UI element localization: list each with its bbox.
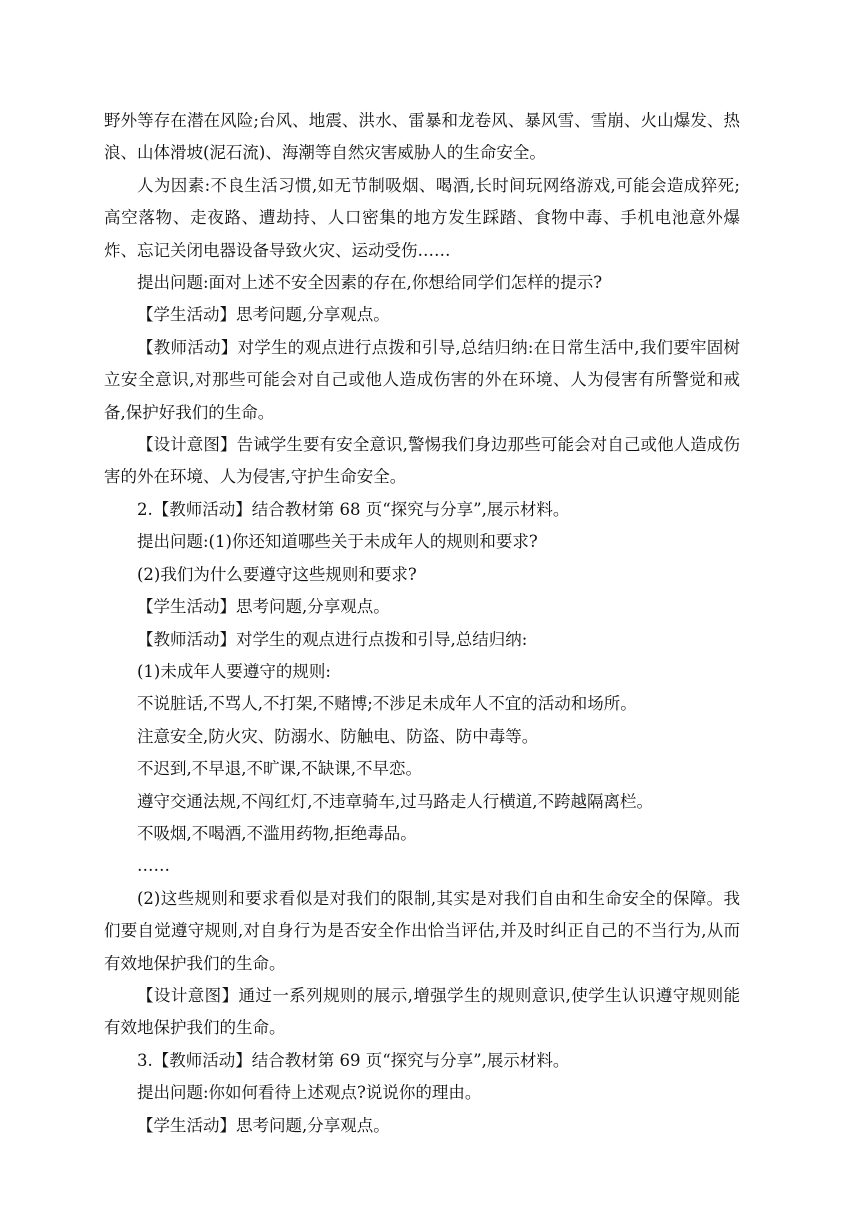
paragraph-question-1: 提出问题:面对上述不安全因素的存在,你想给同学们怎样的提示?	[137, 273, 603, 293]
paragraph-design-intent-1: 【设计意图】告诫学生要有安全意识,警惕我们身边那些可能会对自己或他人造成伤害的外在环境、人为侵害,守护生命安全。	[104, 435, 740, 487]
paragraph-teacher-summary-2: 【教师活动】对学生的观点进行点拨和引导,总结归纳:	[137, 629, 528, 649]
rule-item-ellipsis: ……	[137, 856, 170, 876]
document-body	[104, 105, 740, 1142]
paragraph-rules-heading: (1)未成年人要遵守的规则:	[137, 661, 331, 681]
paragraph-teacher-activity-1: 【教师活动】对学生的观点进行点拨和引导,总结归纳:在日常生活中,我们要牢固树立安全意识,对那些可能会对自己或他人造成伤害的外在环境、人为侵害有所警觉和戒备,保护好我们的生命。	[104, 337, 740, 422]
paragraph-design-intent-2: 【设计意图】通过一系列规则的展示,增强学生的规则意识,使学生认识遵守规则能有效地保护我们的生命。	[104, 985, 740, 1038]
rule-item: 遵守交通法规,不闯红灯,不违章骑车,过马路走人行横道,不跨越隔离栏。	[137, 791, 653, 811]
paragraph-human-factors: 人为因素:不良生活习惯,如无节制吸烟、喝酒,长时间玩网络游戏,可能会造成猝死;高空落物、走夜路、遭劫持、人口密集的地方发生踩踏、食物中毒、手机电池意外爆炸、忘记关闭电器设备导致火灾、运动受伤……	[104, 175, 740, 260]
paragraph-question-2-1: 提出问题:(1)你还知道哪些关于未成年人的规则和要求?	[137, 532, 538, 552]
paragraph-student-activity-1: 【学生活动】思考问题,分享观点。	[137, 305, 390, 325]
rule-item: 不说脏话,不骂人,不打架,不赌博;不涉足未成年人不宜的活动和场所。	[137, 694, 637, 714]
paragraph-rules-explanation: (2)这些规则和要求看似是对我们的限制,其实是对我们自由和生命安全的保障。我们要自觉遵守规则,对自身行为是否安全作出恰当评估,并及时纠正自己的不当行为,从而有效地保护我们的生命。	[104, 888, 740, 973]
paragraph-student-activity-2: 【学生活动】思考问题,分享观点。	[137, 597, 390, 617]
paragraph-teacher-activity-2: 2.【教师活动】结合教材第 68 页“探究与分享”,展示材料。	[137, 499, 570, 519]
paragraph-natural-hazards: 野外等存在潜在风险;台风、地震、洪水、雷暴和龙卷风、暴风雪、雪崩、火山爆发、热浪、山体滑坡(泥石流)、海潮等自然灾害威胁人的生命安全。	[104, 111, 740, 163]
rule-item: 注意安全,防火灾、防溺水、防触电、防盗、防中毒等。	[137, 726, 539, 746]
rule-item: 不吸烟,不喝酒,不滥用药物,拒绝毒品。	[137, 823, 417, 843]
paragraph-question-2-2: (2)我们为什么要遵守这些规则和要求?	[137, 564, 417, 584]
paragraph-teacher-activity-3: 3.【教师活动】结合教材第 69 页“探究与分享”,展示材料。	[137, 1050, 570, 1070]
rule-item: 不迟到,不早退,不旷课,不缺课,不早恋。	[137, 759, 422, 779]
paragraph-question-3: 提出问题:你如何看待上述观点?说说你的理由。	[137, 1083, 482, 1103]
paragraph-student-activity-3: 【学生活动】思考问题,分享观点。	[137, 1115, 390, 1135]
